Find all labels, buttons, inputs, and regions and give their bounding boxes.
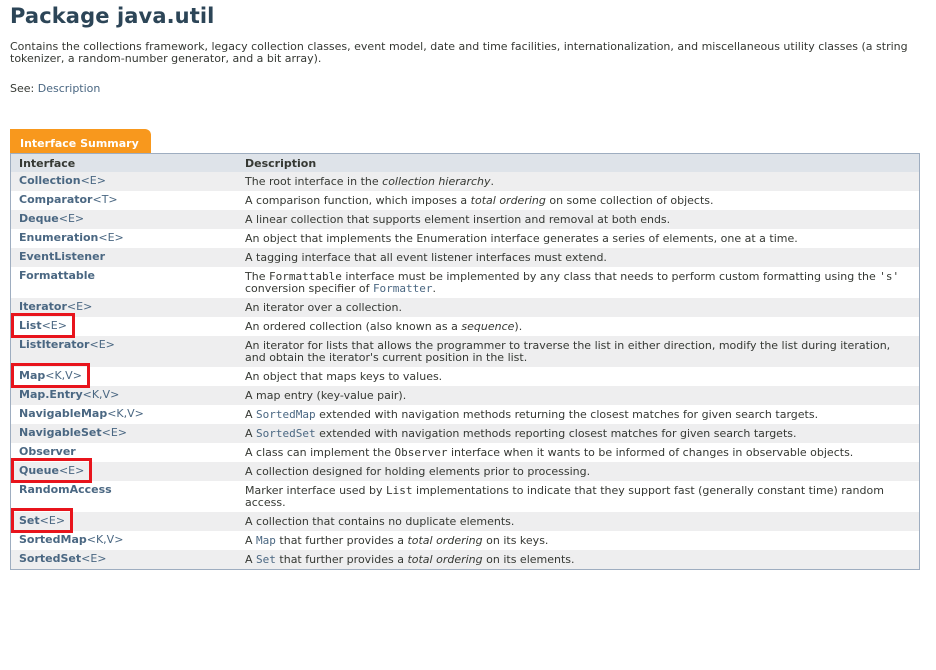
table-row (11, 191, 920, 210)
description-text: that further provides a (275, 534, 408, 547)
interface-link[interactable]: Queue (19, 464, 59, 477)
interface-cell (11, 512, 238, 531)
table-row (11, 336, 920, 367)
table-row (11, 424, 920, 443)
description-text: that further provides a (275, 553, 408, 566)
interface-link[interactable]: NavigableMap (19, 407, 108, 420)
interface-link[interactable]: SortedSet (19, 552, 82, 565)
interface-link[interactable]: Map (19, 369, 46, 382)
table-row (11, 531, 920, 550)
interface-link[interactable]: Deque (19, 212, 59, 225)
description-text: extended with navigation methods returning the closest matches for given search targets. (315, 408, 819, 421)
type-params: <E> (81, 552, 107, 565)
interface-cell (11, 531, 238, 550)
description-text: A (245, 553, 257, 566)
description-cell (237, 443, 920, 462)
description-cell (237, 210, 920, 229)
interface-link[interactable]: Map.Entry (19, 388, 83, 401)
interface-cell (11, 367, 238, 386)
description-text: A (245, 408, 257, 421)
interface-cell (11, 317, 238, 336)
type-params: <K,V> (86, 533, 124, 546)
interface-cell (11, 405, 238, 424)
interface-cell (11, 386, 238, 405)
type-params: <E> (58, 212, 85, 225)
table-row (11, 386, 920, 405)
interface-link[interactable]: Set (19, 514, 40, 527)
interface-link[interactable]: Formattable (19, 269, 95, 282)
description-text: interface when it wants to be informed of changes in observable objects. (447, 446, 854, 459)
code-link[interactable]: Formatter (372, 282, 433, 295)
interface-cell (11, 336, 238, 367)
description-text: . (432, 282, 437, 295)
code-text: 's' (879, 270, 900, 283)
interface-cell (11, 298, 238, 317)
interface-cell (11, 267, 238, 298)
type-params: <K,V> (107, 407, 144, 420)
interface-cell (11, 210, 238, 229)
interface-link[interactable]: NavigableSet (19, 426, 102, 439)
table-row (11, 267, 920, 298)
table-row (11, 298, 920, 317)
type-params: <E> (41, 319, 67, 332)
description-text: An ordered collection (also known as a (245, 320, 462, 333)
interface-summary-table (10, 153, 920, 570)
table-row (11, 317, 920, 336)
emphasis-text: total ordering (407, 534, 483, 547)
description-text: A tagging interface that all event listener interfaces must extend. (245, 251, 607, 264)
code-text: Observer (394, 446, 448, 459)
description-cell (237, 512, 920, 531)
type-params: <E> (66, 300, 93, 313)
type-params: <K,V> (45, 369, 82, 382)
description-text: The root interface in the (245, 175, 383, 188)
table-row (11, 443, 920, 462)
interface-cell (11, 550, 238, 570)
description-text: Marker interface used by (245, 484, 387, 497)
table-row (11, 172, 920, 191)
description-cell (237, 229, 920, 248)
table-row (11, 248, 920, 267)
page-title: Package java.util (10, 4, 215, 28)
interface-link[interactable]: SortedMap (19, 533, 87, 546)
code-link[interactable]: Map (256, 534, 276, 547)
interface-cell (11, 191, 238, 210)
description-cell (237, 481, 920, 512)
interface-link[interactable]: Iterator (19, 300, 67, 313)
code-link[interactable]: Set (256, 553, 276, 566)
description-text: on some collection of objects. (545, 194, 714, 207)
interface-cell (11, 443, 238, 462)
caption-label: Interface Summary (20, 137, 139, 150)
description-text: An object that maps keys to values. (245, 370, 443, 383)
type-params: <E> (101, 426, 128, 439)
interface-cell (11, 462, 238, 481)
description-cell (237, 172, 920, 191)
description-text: A comparison function, which imposes a (245, 194, 471, 207)
description-text: The (245, 270, 269, 283)
table-row (11, 367, 920, 386)
description-text: conversion specifier of (245, 282, 373, 295)
description-text: A collection that contains no duplicate elements. (245, 515, 515, 528)
code-text: Formattable (268, 270, 342, 283)
package-description: Contains the collections framework, legacy collection classes, event model, date and time facilities, internationalization, and miscellaneous utility classes (a string tokenizer, a random-number generator, and a bit array). (10, 40, 908, 65)
interface-link[interactable]: Observer (19, 445, 76, 458)
description-cell (237, 367, 920, 386)
code-text: List (386, 484, 413, 497)
code-link[interactable]: SortedSet (256, 427, 316, 440)
description-text: implementations to indicate that they support fast (generally constant time) random access. (245, 484, 884, 509)
interface-cell (11, 481, 238, 512)
see-line (10, 82, 100, 95)
description-text: interface must be implemented by any class that needs to perform custom formatting using the (341, 270, 880, 283)
description-text: An iterator over a collection. (245, 301, 402, 314)
description-link[interactable]: Description (37, 82, 101, 95)
emphasis-text: total ordering (470, 194, 546, 207)
interface-link[interactable]: Comparator (19, 193, 93, 206)
description-cell (237, 267, 920, 298)
description-text: A class can implement the (245, 446, 395, 459)
table-row (11, 210, 920, 229)
description-text: on its elements. (482, 553, 575, 566)
interface-link[interactable]: ListIterator (19, 338, 90, 351)
header-description: Description (237, 154, 920, 173)
interface-link[interactable]: Collection (19, 174, 81, 187)
emphasis-text: collection hierarchy (382, 175, 491, 188)
description-text: An object that implements the Enumeration interface generates a series of elements, one at a time. (245, 232, 798, 245)
description-cell (237, 317, 920, 336)
table-row (11, 229, 920, 248)
table-row (11, 512, 920, 531)
description-text: A (245, 534, 257, 547)
interface-cell (11, 424, 238, 443)
description-cell (237, 336, 920, 367)
interface-summary-caption (10, 129, 151, 154)
table-header-row (11, 154, 920, 173)
description-text: extended with navigation methods reporting closest matches for given search targets. (315, 427, 797, 440)
interface-link[interactable]: RandomAccess (19, 483, 112, 496)
description-text: A (245, 427, 257, 440)
type-params: <K,V> (82, 388, 120, 401)
description-text: . (490, 175, 495, 188)
description-text: An iterator for lists that allows the programmer to traverse the list in either direction, modify the list during iteration, and obtain the iterator's current position in the list. (245, 339, 891, 364)
table-body (11, 172, 920, 570)
see-label: See: (10, 82, 38, 95)
type-params: <E> (58, 464, 85, 477)
interface-link[interactable]: List (19, 319, 42, 332)
header-interface: Interface (11, 154, 238, 173)
emphasis-text: sequence (461, 320, 515, 333)
description-text: on its keys. (482, 534, 549, 547)
description-cell (237, 424, 920, 443)
interface-cell (11, 172, 238, 191)
description-text: A linear collection that supports element insertion and removal at both ends. (245, 213, 671, 226)
description-cell (237, 462, 920, 481)
description-cell (237, 191, 920, 210)
description-cell (237, 386, 920, 405)
interface-link[interactable]: EventListener (19, 250, 105, 263)
description-cell (237, 531, 920, 550)
emphasis-text: total ordering (407, 553, 483, 566)
table-row (11, 462, 920, 481)
interface-cell (11, 248, 238, 267)
table-row (11, 405, 920, 424)
type-params: <E> (39, 514, 66, 527)
type-params: <E> (80, 174, 106, 187)
description-cell (237, 550, 920, 570)
description-text: A collection designed for holding elements prior to processing. (245, 465, 591, 478)
description-cell (237, 405, 920, 424)
description-text: ). (514, 320, 523, 333)
interface-cell (11, 229, 238, 248)
description-cell (237, 248, 920, 267)
table-row (11, 550, 920, 570)
description-cell (237, 298, 920, 317)
type-params: <E> (98, 231, 124, 244)
table-row (11, 481, 920, 512)
code-link[interactable]: SortedMap (256, 408, 316, 421)
interface-link[interactable]: Enumeration (19, 231, 99, 244)
type-params: <T> (92, 193, 118, 206)
type-params: <E> (89, 338, 115, 351)
description-text: A map entry (key-value pair). (245, 389, 407, 402)
